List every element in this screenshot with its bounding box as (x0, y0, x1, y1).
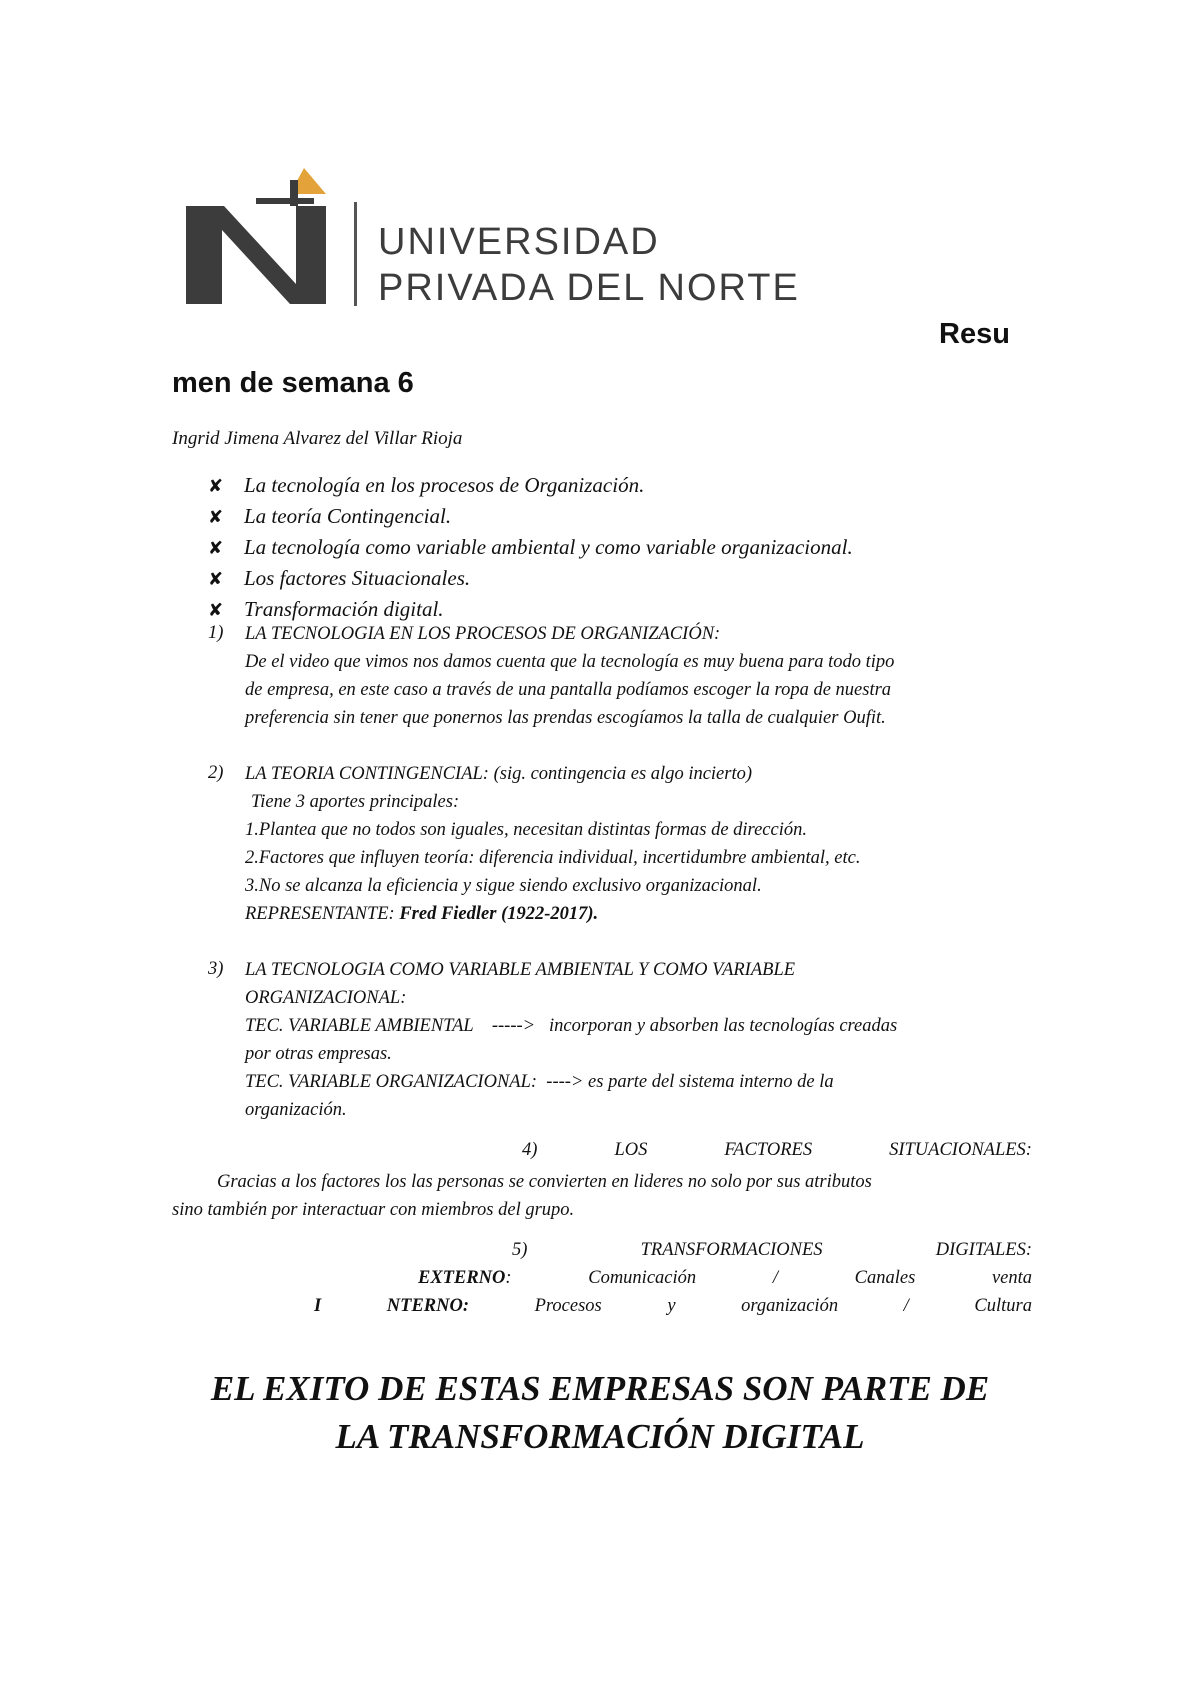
section1-line: De el video que vimos nos damos cuenta que la tecnología es muy buena para todo tipo (245, 652, 895, 672)
list-item: ✘ La tecnología como variable ambiental y como variable organizacional. (208, 532, 853, 563)
topics-list (208, 470, 853, 625)
logo-graphic (186, 164, 926, 314)
section1-line: preferencia sin tener que ponernos las prendas escogíamos la talla de cualquier Oufit. (245, 708, 886, 728)
closing-statement (0, 1365, 1200, 1461)
section2-line: 2.Factores que influyen teoría: diferencia individual, incertidumbre ambiental, etc. (245, 848, 861, 868)
closing-line2: LA TRANSFORMACIÓN DIGITAL (335, 1417, 865, 1456)
logo-line2: PRIVADA DEL NORTE (378, 267, 800, 309)
representative-label: REPRESENTANTE: (245, 904, 395, 924)
section3-line: TEC. VARIABLE ORGANIZACIONAL: ----> es parte del sistema interno de la (245, 1072, 834, 1092)
list-item: ✘ Transformación digital. (208, 594, 853, 625)
section2-line: 1.Plantea que no todos son iguales, necesitan distintas formas de dirección. (245, 820, 807, 840)
section2-line: Tiene 3 aportes principales: (251, 792, 460, 812)
section3-number: 3) (208, 959, 224, 979)
section5-heading: 5) TRANSFORMACIONES DIGITALES: (512, 1240, 1032, 1260)
section3-heading-line1: LA TECNOLOGIA COMO VARIABLE AMBIENTAL Y COMO VARIABLE (245, 960, 796, 980)
cross-mark-icon: ✘ (208, 538, 224, 558)
cross-mark-icon: ✘ (208, 600, 224, 620)
list-item: ✘ La tecnología en los procesos de Organización. (208, 470, 853, 501)
cross-mark-icon: ✘ (208, 507, 224, 527)
author-name: Ingrid Jimena Alvarez del Villar Rioja (172, 428, 463, 449)
list-item: ✘ La teoría Contingencial. (208, 501, 853, 532)
section1-line: de empresa, en este caso a través de una pantalla podíamos escoger la ropa de nuestra (245, 680, 892, 700)
externo-label: EXTERNO (418, 1268, 506, 1288)
title-part1: Resu (939, 318, 1010, 350)
section4-heading: 4) LOS FACTORES SITUACIONALES: (522, 1140, 1032, 1160)
closing-line1: EL EXITO DE ESTAS EMPRESAS SON PARTE DE (210, 1369, 990, 1408)
section2-line: 3.No se alcanza la eficiencia y sigue siendo exclusivo organizacional. (245, 876, 762, 896)
cross-mark-icon: ✘ (208, 569, 224, 589)
logo-divider (354, 202, 357, 306)
section3-line: TEC. VARIABLE AMBIENTAL -----> incorporan y absorben las tecnologías creadas (245, 1016, 898, 1036)
title-part2: men de semana 6 (172, 367, 414, 399)
section3-line: por otras empresas. (245, 1044, 392, 1064)
section5-interno: I NTERNO: Procesos y organización / Cultura (314, 1296, 1032, 1316)
section1-number: 1) (208, 623, 224, 643)
section2-number: 2) (208, 763, 224, 783)
cross-mark-icon: ✘ (208, 476, 224, 496)
logo-line1: UNIVERSIDAD (378, 221, 660, 263)
logo-n-icon (186, 206, 326, 304)
interno-label: NTERNO: (386, 1296, 470, 1316)
section1-heading: LA TECNOLOGIA EN LOS PROCESOS DE ORGANIZACIÓN: (245, 624, 721, 644)
section5-externo: EXTERNO: Comunicación / Canales venta (418, 1268, 1032, 1288)
list-item: ✘ Los factores Situacionales. (208, 563, 853, 594)
section2-representative (245, 900, 598, 928)
section2-heading: LA TEORIA CONTINGENCIAL: (sig. contingencia es algo incierto) (245, 764, 753, 784)
section3-line: organización. (245, 1100, 347, 1120)
representative-name: Fred Fiedler (1922-2017). (399, 904, 599, 924)
section4-line2: sino también por interactuar con miembros del grupo. (172, 1200, 575, 1220)
university-logo (186, 164, 926, 314)
section4-line1: Gracias a los factores los las personas se convierten en lideres no solo por sus atributos (217, 1172, 872, 1192)
section3-heading-line2: ORGANIZACIONAL: (245, 988, 407, 1008)
